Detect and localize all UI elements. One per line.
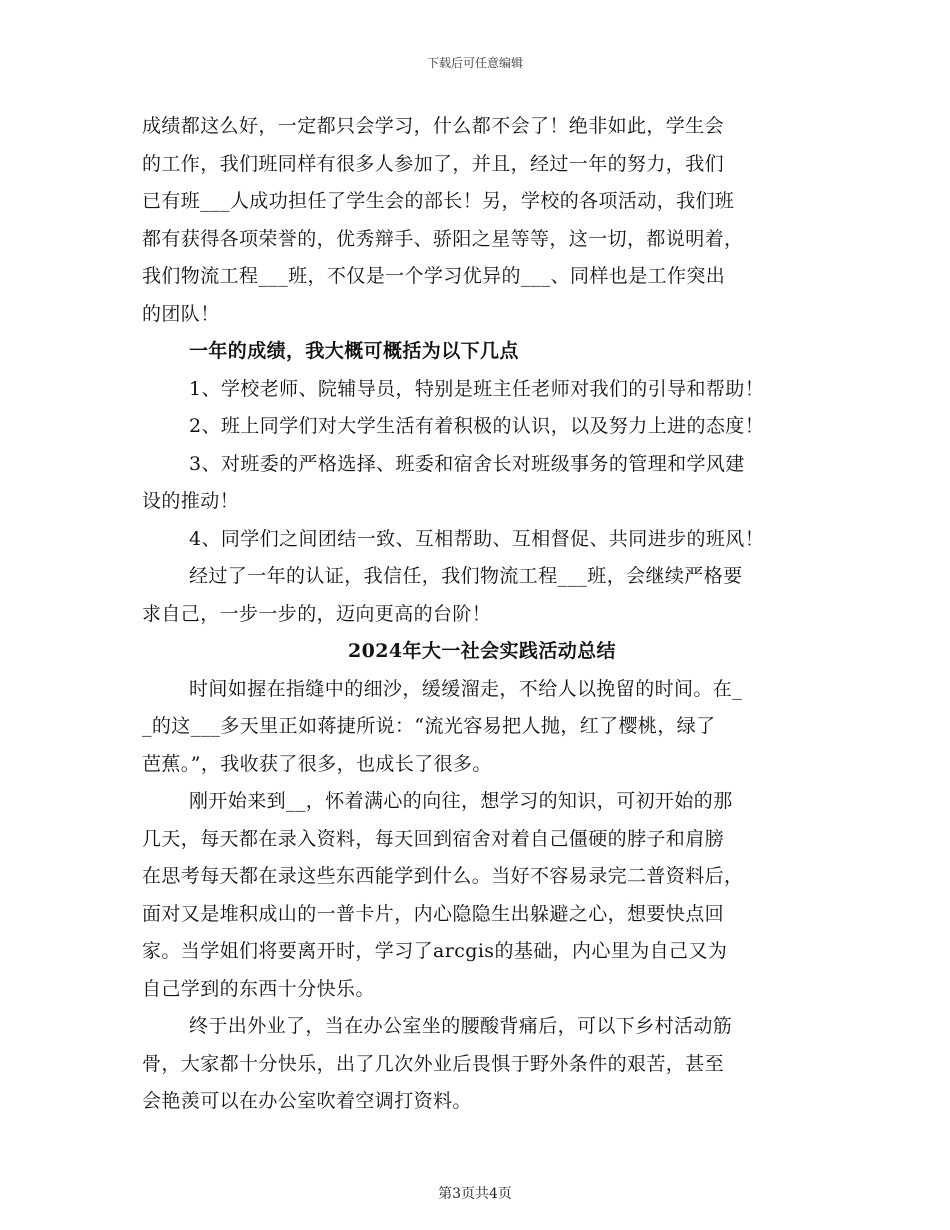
subheading: 一年的成绩，我大概可概括为以下几点 bbox=[189, 340, 519, 362]
body-text-line: 的工作，我们班同样有很多人参加了，并且，经过一年的努力，我们 bbox=[142, 152, 725, 175]
body-text-line: 4、同学们之间团结一致、互相帮助、互相督促、共同进步的班风！ bbox=[189, 527, 765, 550]
body-text-line: 几天，每天都在录入资料，每天回到宿舍对着自己僵硬的脖子和肩膀 bbox=[142, 827, 725, 850]
body-text-line: 设的推动！ bbox=[142, 490, 240, 512]
body-text-line: 1、学校老师、院辅导员，特别是班主任老师对我们的引导和帮助！ bbox=[189, 377, 765, 400]
document-body bbox=[142, 108, 822, 1121]
body-text-line: 已有班___人成功担任了学生会的部长！另，学校的各项活动，我们班 bbox=[142, 190, 735, 212]
body-text-line: 家。当学姐们将要离开时，学习了arcgis的基础，内心里为自己又为 bbox=[142, 940, 728, 962]
body-text-line: 经过了一年的认证，我信任，我们物流工程___班，会继续严格要 bbox=[189, 565, 743, 587]
body-text-line: 会艳羡可以在办公室吹着空调打资料。 bbox=[142, 1090, 472, 1112]
body-text-line: 3、对班委的严格选择、班委和宿舍长对班级事务的管理和学风建 bbox=[189, 452, 745, 475]
body-text-line: 的团队！ bbox=[142, 302, 220, 325]
body-text-line: 时间如握在指缝中的细沙，缓缓溜走，不给人以挽留的时间。在_ bbox=[189, 677, 743, 700]
body-text-line: 刚开始来到__，怀着满心的向往，想学习的知识，可初开始的那 bbox=[189, 790, 733, 812]
body-text-line: 终于出外业了，当在办公室坐的腰酸背痛后，可以下乡村活动筋 bbox=[189, 1015, 733, 1037]
page-footer: 第3页共4页 bbox=[438, 1186, 512, 1202]
body-text-line: _的这___多天里正如蒋捷所说：“流光容易把人抛，红了樱桃，绿了 bbox=[142, 715, 716, 737]
page-header: 下载后可任意编辑 bbox=[426, 56, 523, 70]
body-text-line: 求自己，一步一步的，迈向更高的台阶！ bbox=[142, 602, 492, 625]
section-title: 2024年大一社会实践活动总结 bbox=[348, 640, 616, 662]
body-text-line: 在思考每天都在录这些东西能学到什么。当好不容易录完二普资料后， bbox=[142, 865, 744, 887]
body-text-line: 芭蕉。”，我收获了很多，也成长了很多。 bbox=[142, 752, 492, 775]
body-text-line: 自己学到的东西十分快乐。 bbox=[142, 977, 375, 1000]
body-text-line: 面对又是堆积成山的一普卡片，内心隐隐生出躲避之心，想要快点回 bbox=[142, 902, 725, 925]
body-text-line: 成绩都这么好，一定都只会学习，什么都不会了！绝非如此，学生会 bbox=[142, 115, 725, 137]
body-text-line: 骨，大家都十分快乐，出了几次外业后畏惧于野外条件的艰苦，甚至 bbox=[142, 1052, 725, 1075]
body-text-line: 都有获得各项荣誉的，优秀辩手、骄阳之星等等，这一切，都说明着， bbox=[142, 227, 744, 250]
body-text-line: 我们物流工程___班，不仅是一个学习优异的___、同样也是工作突出 bbox=[142, 265, 726, 287]
body-text-line: 2、班上同学们对大学生活有着积极的认识，以及努力上进的态度！ bbox=[189, 415, 765, 437]
